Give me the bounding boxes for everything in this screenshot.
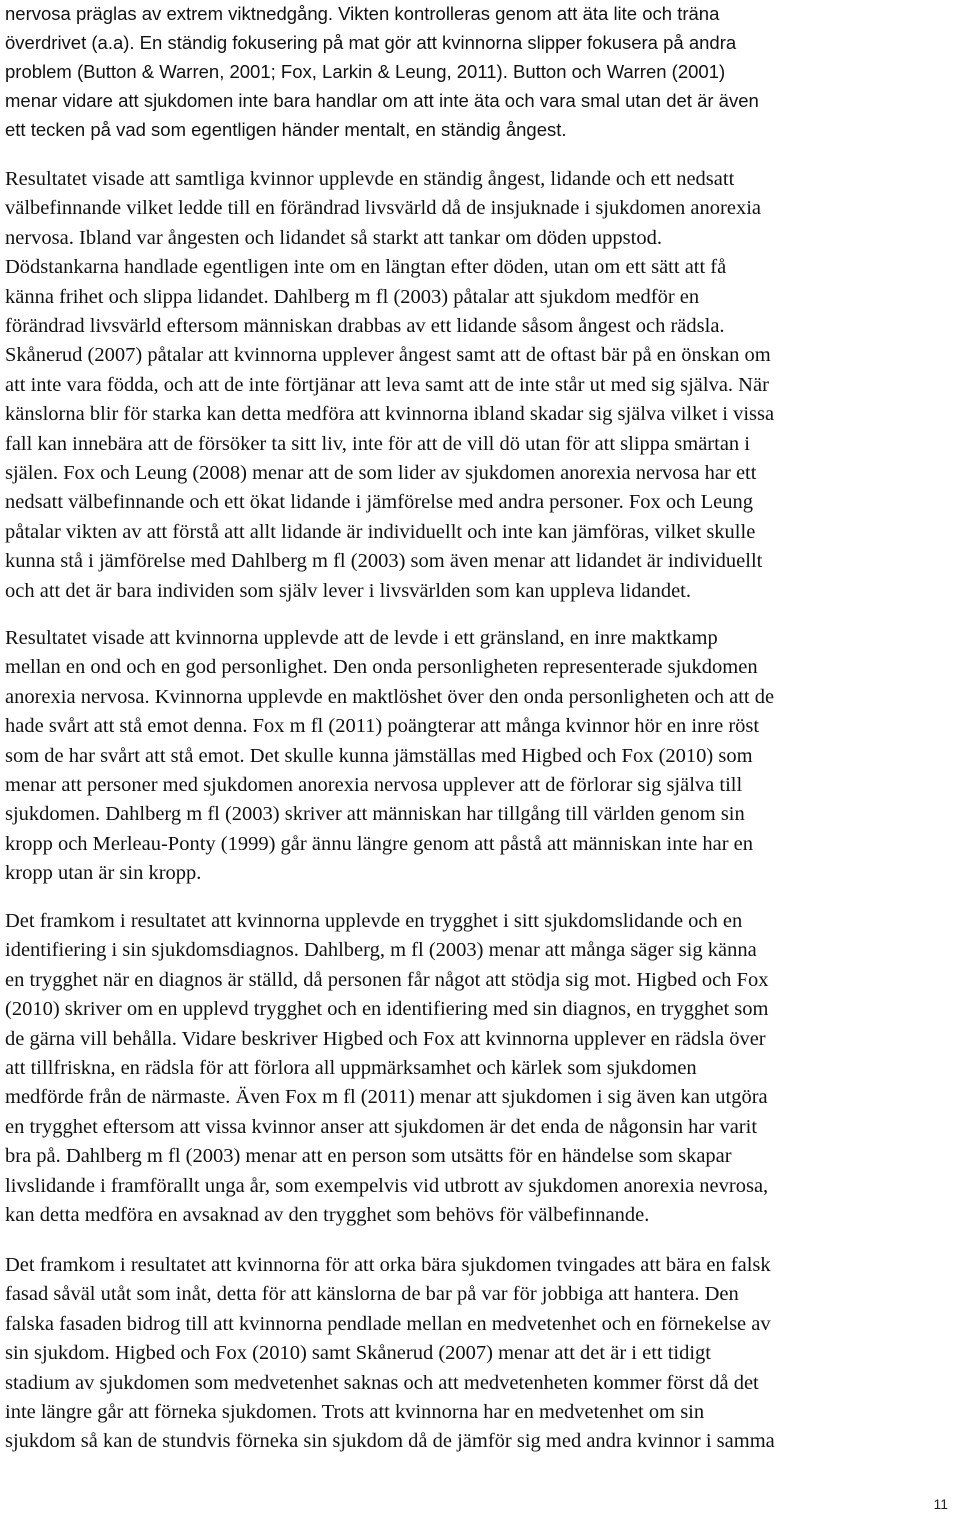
paragraph-line: känna frihet och slippa lidandet. Dahlberg m fl (2003) påtalar att sjukdom medför en — [5, 285, 700, 308]
paragraph-line: Det framkom i resultatet att kvinnorna för att orka bära sjukdomen tvingades att bära en falsk — [5, 1254, 771, 1276]
paragraph-line: som de har svårt att stå emot. Det skulle kunna jämställas med Higbed och Fox (2010) som — [5, 744, 753, 767]
paragraph-line: sjukdom så kan de stundvis förneka sin sjukdom då de jämför sig med andra kvinnor i samma — [5, 1430, 775, 1453]
paragraph-line: Det framkom i resultatet att kvinnorna upplevde en trygghet i sitt sjukdomslidande och en — [5, 910, 743, 932]
paragraph-line: nervosa. Ibland var ångesten och lidandet så starkt att tankar om döden uppstod. — [5, 226, 662, 249]
paragraph-line: förändrad livsvärld eftersom människan drabbas av ett lidande såsom ångest och rädsla. — [5, 315, 725, 337]
paragraph-line: påtalar vikten av att förstå att allt lidande är individuellt och inte kan jämföras, vilket skulle — [5, 520, 756, 543]
paragraph-line: menar att personer med sjukdomen anorexia nervosa upplever att de förlorar sig själva till — [5, 774, 743, 796]
paragraph-line: mellan en ond och en god personlighet. Den onda personligheten representerade sjukdomen — [5, 656, 758, 679]
paragraph-line: Resultatet visade att kvinnorna upplevde att de levde i ett gränsland, en inre maktkamp — [5, 627, 718, 649]
paragraph-line: Skånerud (2007) påtalar att kvinnorna upplever ångest samt att de oftast bär på en önskan om — [5, 344, 771, 367]
paragraph-line: en trygghet när en diagnos är ställd, då personen får något att stödja sig mot. Higbed och Fox — [5, 968, 769, 991]
paragraph-line: en trygghet eftersom att vissa kvinnor anser att sjukdomen är det enda de någonsin har varit — [5, 1115, 758, 1138]
paragraph-line: sin sjukdom. Higbed och Fox (2010) samt Skånerud (2007) menar att det är i ett tidigt — [5, 1342, 711, 1365]
paragraph-line: (2010) skriver om en upplevd trygghet och en identifiering med sin diagnos, en trygghet som — [5, 998, 769, 1021]
paragraph-line: att inte vara födda, och att de inte förtjänar att leva samt att de inte står ut med sig själva. När — [5, 373, 769, 396]
paragraph-line: sjukdomen. Dahlberg m fl (2003) skriver att människan har tillgång till världen genom sin — [5, 803, 745, 826]
paragraph-line: falska fasaden bidrog till att kvinnorna pendlade mellan en medvetenhet och en förnekelse av — [5, 1312, 771, 1335]
paragraph-line: Dödstankarna handlade egentligen inte om en längtan efter döden, utan om ett sätt att få — [5, 256, 727, 279]
paragraph-line: medförde från de närmaste. Även Fox m fl (2011) menar att sjukdomen i sig även kan utgöra — [5, 1086, 768, 1109]
paragraph-line: stadium av sjukdomen som medvetenhet saknas och att medvetenheten kommer först då det — [5, 1371, 759, 1394]
paragraph-line: fall kan innebära att de försöker ta sitt liv, inte för att de vill dö utan för att slippa smärtan i — [5, 432, 750, 455]
paragraph-line: att tillfriskna, en rädsla för att förlora all uppmärksamhet och kärlek som sjukdomen — [5, 1057, 697, 1079]
page-number: 11 — [933, 1496, 948, 1512]
paragraph-line: nedsatt välbefinnande och ett ökat lidande i jämförelse med andra personer. Fox och Leung — [5, 491, 753, 514]
paragraph-line: kunna stå i jämförelse med Dahlberg m fl (2003) som även menar att lidandet är individuellt — [5, 550, 763, 573]
paragraph-line: känslorna blir för starka kan detta medföra att kvinnorna ibland skadar sig själva vilket i vissa — [5, 403, 775, 426]
paragraph-line: kan detta medföra en avsaknad av den trygghet som behövs för välbefinnande. — [5, 1204, 650, 1226]
paragraph-line: välbefinnande vilket ledde till en förändrad livsvärld då de insjuknade i sjukdomen anorexia — [5, 197, 761, 220]
paragraph-line: kropp och Merleau-Ponty (1999) går ännu längre genom att påstå att människan inte har en — [5, 832, 754, 855]
paragraph-line: de gärna vill behålla. Vidare beskriver Higbed och Fox att kvinnorna upplever en rädsla över — [5, 1027, 766, 1050]
paragraph-line: överdrivet (a.a). En ständig fokusering på mat gör att kvinnorna slipper fokusera på andra — [5, 32, 737, 53]
paragraph-line: anorexia nervosa. Kvinnorna upplevde en maktlöshet över den onda personligheten och att de — [5, 685, 775, 708]
paragraph-line: och att det är bara individen som själv lever i livsvärlden som kan uppleva lidandet. — [5, 579, 691, 602]
paragraph-line: Resultatet visade att samtliga kvinnor upplevde en ständig ångest, lidande och ett nedsatt — [5, 168, 735, 190]
paragraph-line: själen. Fox och Leung (2008) menar att de som lider av sjukdomen anorexia nervosa har ett — [5, 462, 757, 484]
paragraph-line: inte längre går att förneka sjukdomen. Trots att kvinnorna har en medvetenhet om sin — [5, 1401, 705, 1423]
paragraph-line: bra på. Dahlberg m fl (2003) menar att en person som utsätts för en händelse som skapar — [5, 1145, 732, 1168]
paragraph-line: identifiering i sin sjukdomsdiagnos. Dahlberg, m fl (2003) menar att många säger sig känna — [5, 939, 757, 962]
paragraph-line: hade svårt att stå emot denna. Fox m fl (2011) poängterar att många kvinnor hör en inre röst — [5, 715, 760, 738]
paragraph-line: kropp utan är sin kropp. — [5, 862, 202, 885]
paragraph-line: ett tecken på vad som egentligen händer mentalt, en ständig ångest. — [5, 119, 567, 140]
paragraph-line: problem (Button & Warren, 2001; Fox, Larkin & Leung, 2011). Button och Warren (2001) — [5, 61, 726, 82]
paragraph-line: fasad såväl utåt som inåt, detta för att känslorna de bar på var för jobbiga att hantera. Den — [5, 1283, 739, 1306]
paragraph-line: livslidande i framförallt unga år, som exempelvis vid utbrott av sjukdomen anorexia nevrosa, — [5, 1174, 769, 1197]
paragraph-line: menar vidare att sjukdomen inte bara handlar om att inte äta och vara smal utan det är även — [5, 90, 759, 111]
paragraph-line: nervosa präglas av extrem viktnedgång. Vikten kontrolleras genom att äta lite och träna — [5, 3, 720, 24]
